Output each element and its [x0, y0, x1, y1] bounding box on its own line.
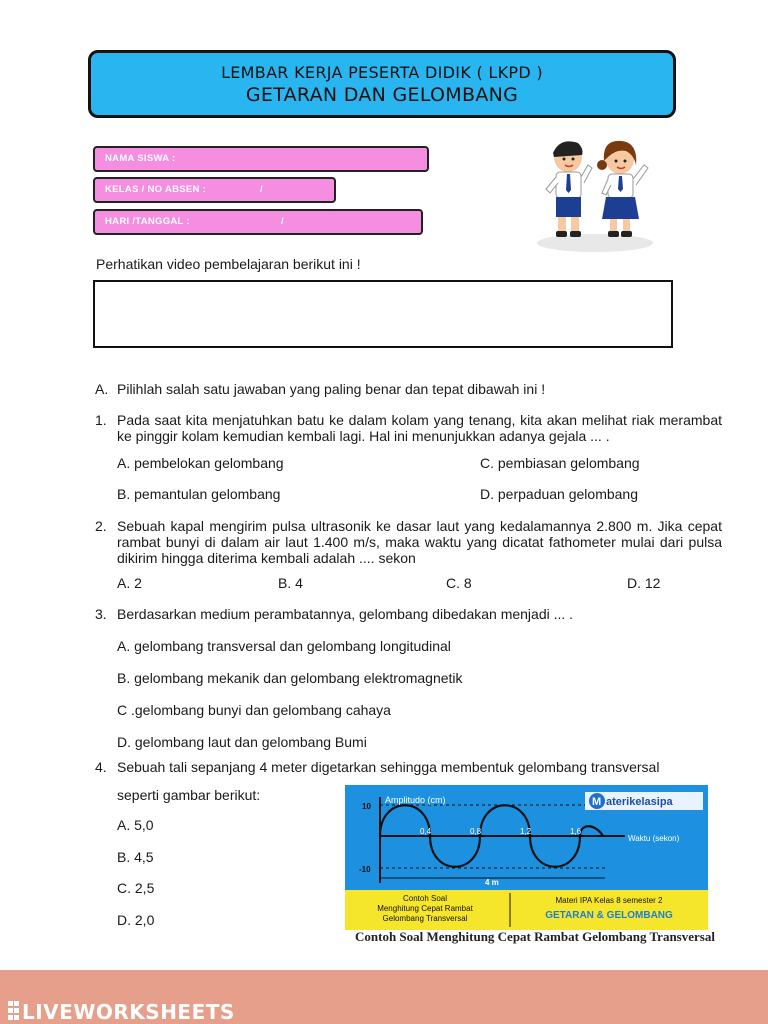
- time-label: Waktu (sekon): [628, 834, 680, 843]
- q2-option-a[interactable]: A. 2: [117, 575, 142, 591]
- length-label: 4 m: [485, 878, 499, 887]
- question-3-number: 3.: [95, 606, 107, 622]
- left-box-line2: Menghitung Cepat Rambat: [377, 904, 473, 913]
- q3-option-b[interactable]: B. gelombang mekanik dan gelombang elektromagnetik: [117, 670, 463, 686]
- q1-option-b[interactable]: B. pemantulan gelombang: [117, 486, 281, 502]
- right-box-line2: GETARAN & GELOMBANG: [545, 910, 673, 921]
- kelas-slash: /: [260, 184, 263, 195]
- q1-option-a[interactable]: A. pembelokan gelombang: [117, 455, 284, 471]
- y-bottom-label: -10: [359, 865, 371, 874]
- footer-logo[interactable]: [8, 1000, 235, 1024]
- wave-figure: [345, 785, 708, 930]
- x-tick-0-8: 0,8: [470, 827, 482, 836]
- question-4-text: Sebuah tali sepanjang 4 meter digetarkan sehingga membentuk gelombang transversal: [117, 759, 660, 775]
- brand-name: aterikelasipa: [606, 796, 673, 808]
- question-2-text: Sebuah kapal mengirim pulsa ultrasonik ke dasar laut yang kedalamannya 2.800 m. Jika cepat rambat bunyi di dalam air laut 1.400 m/s, maka waktu yang dicatat fathometer mulai dari pulsa dikirim hingga diterima kembali adalah .... sekon: [117, 518, 722, 566]
- question-1-number: 1.: [95, 412, 107, 428]
- section-a-instruction: Pilihlah salah satu jawaban yang paling benar dan tepat dibawah ini !: [117, 381, 546, 397]
- kelas-absen-field[interactable]: [93, 177, 336, 203]
- students-illustration-icon: [530, 135, 660, 253]
- q3-option-c[interactable]: C .gelombang bunyi dan gelombang cahaya: [117, 702, 391, 718]
- nama-siswa-label: NAMA SISWA :: [105, 153, 176, 164]
- q4-option-b[interactable]: B. 4,5: [117, 849, 154, 865]
- q1-option-c[interactable]: C. pembiasan gelombang: [480, 455, 640, 471]
- q2-option-d[interactable]: D. 12: [627, 575, 661, 591]
- x-tick-0-4: 0,4: [420, 827, 432, 836]
- right-box-line1: Materi IPA Kelas 8 semester 2: [555, 896, 663, 905]
- title-line1: LEMBAR KERJA PESERTA DIDIK ( LKPD ): [221, 63, 543, 82]
- title-banner: [88, 50, 676, 118]
- q3-option-a[interactable]: A. gelombang transversal dan gelombang longitudinal: [117, 638, 451, 654]
- title-line2: GETARAN DAN GELOMBANG: [245, 84, 519, 106]
- footer-logo-text: LIVEWORKSHEETS: [22, 1000, 235, 1024]
- q4-option-d[interactable]: D. 2,0: [117, 912, 155, 928]
- q2-option-b[interactable]: B. 4: [278, 575, 303, 591]
- question-4-number: 4.: [95, 759, 107, 775]
- amplitude-label: Amplitudo (cm): [385, 795, 446, 805]
- q4-option-c[interactable]: C. 2,5: [117, 880, 155, 896]
- hari-tanggal-field[interactable]: [93, 209, 423, 235]
- y-top-label: 10: [362, 802, 371, 811]
- q1-option-d[interactable]: D. perpaduan gelombang: [480, 486, 639, 502]
- video-intro-text: Perhatikan video pembelajaran berikut ini !: [96, 256, 361, 272]
- video-frame[interactable]: [93, 280, 673, 348]
- x-tick-1-6: 1,6: [570, 827, 582, 836]
- section-a-label: A.: [95, 381, 109, 397]
- liveworksheets-logo-icon: [8, 1001, 20, 1021]
- x-tick-1-2: 1,2: [520, 827, 532, 836]
- figure-caption: Contoh Soal Menghitung Cepat Rambat Gelombang Transversal: [355, 929, 715, 944]
- q4-option-a[interactable]: A. 5,0: [117, 817, 154, 833]
- left-box-line1: Contoh Soal: [402, 894, 448, 903]
- question-2-number: 2.: [95, 518, 107, 534]
- q2-option-c[interactable]: C. 8: [446, 575, 472, 591]
- question-3-text: Berdasarkan medium perambatannya, gelombang dibedakan menjadi ... .: [117, 606, 574, 622]
- hari-slash: /: [281, 216, 284, 227]
- brand-initial: M: [592, 796, 602, 808]
- question-4-text-continued: seperti gambar berikut:: [117, 787, 261, 803]
- kelas-absen-label: KELAS / NO ABSEN :: [105, 184, 207, 195]
- nama-siswa-field[interactable]: [93, 146, 429, 172]
- hari-tanggal-label: HARI /TANGGAL :: [105, 216, 190, 227]
- question-1-text: Pada saat kita menjatuhkan batu ke dalam kolam yang tenang, kita akan melihat riak merambat ke pinggir kolam kemudian kembali lagi. Hal ini menunjukkan adanya gejala ... .: [117, 412, 722, 444]
- q3-option-d[interactable]: D. gelombang laut dan gelombang Bumi: [117, 734, 367, 750]
- left-box-line3: Gelombang Transversal: [382, 914, 468, 923]
